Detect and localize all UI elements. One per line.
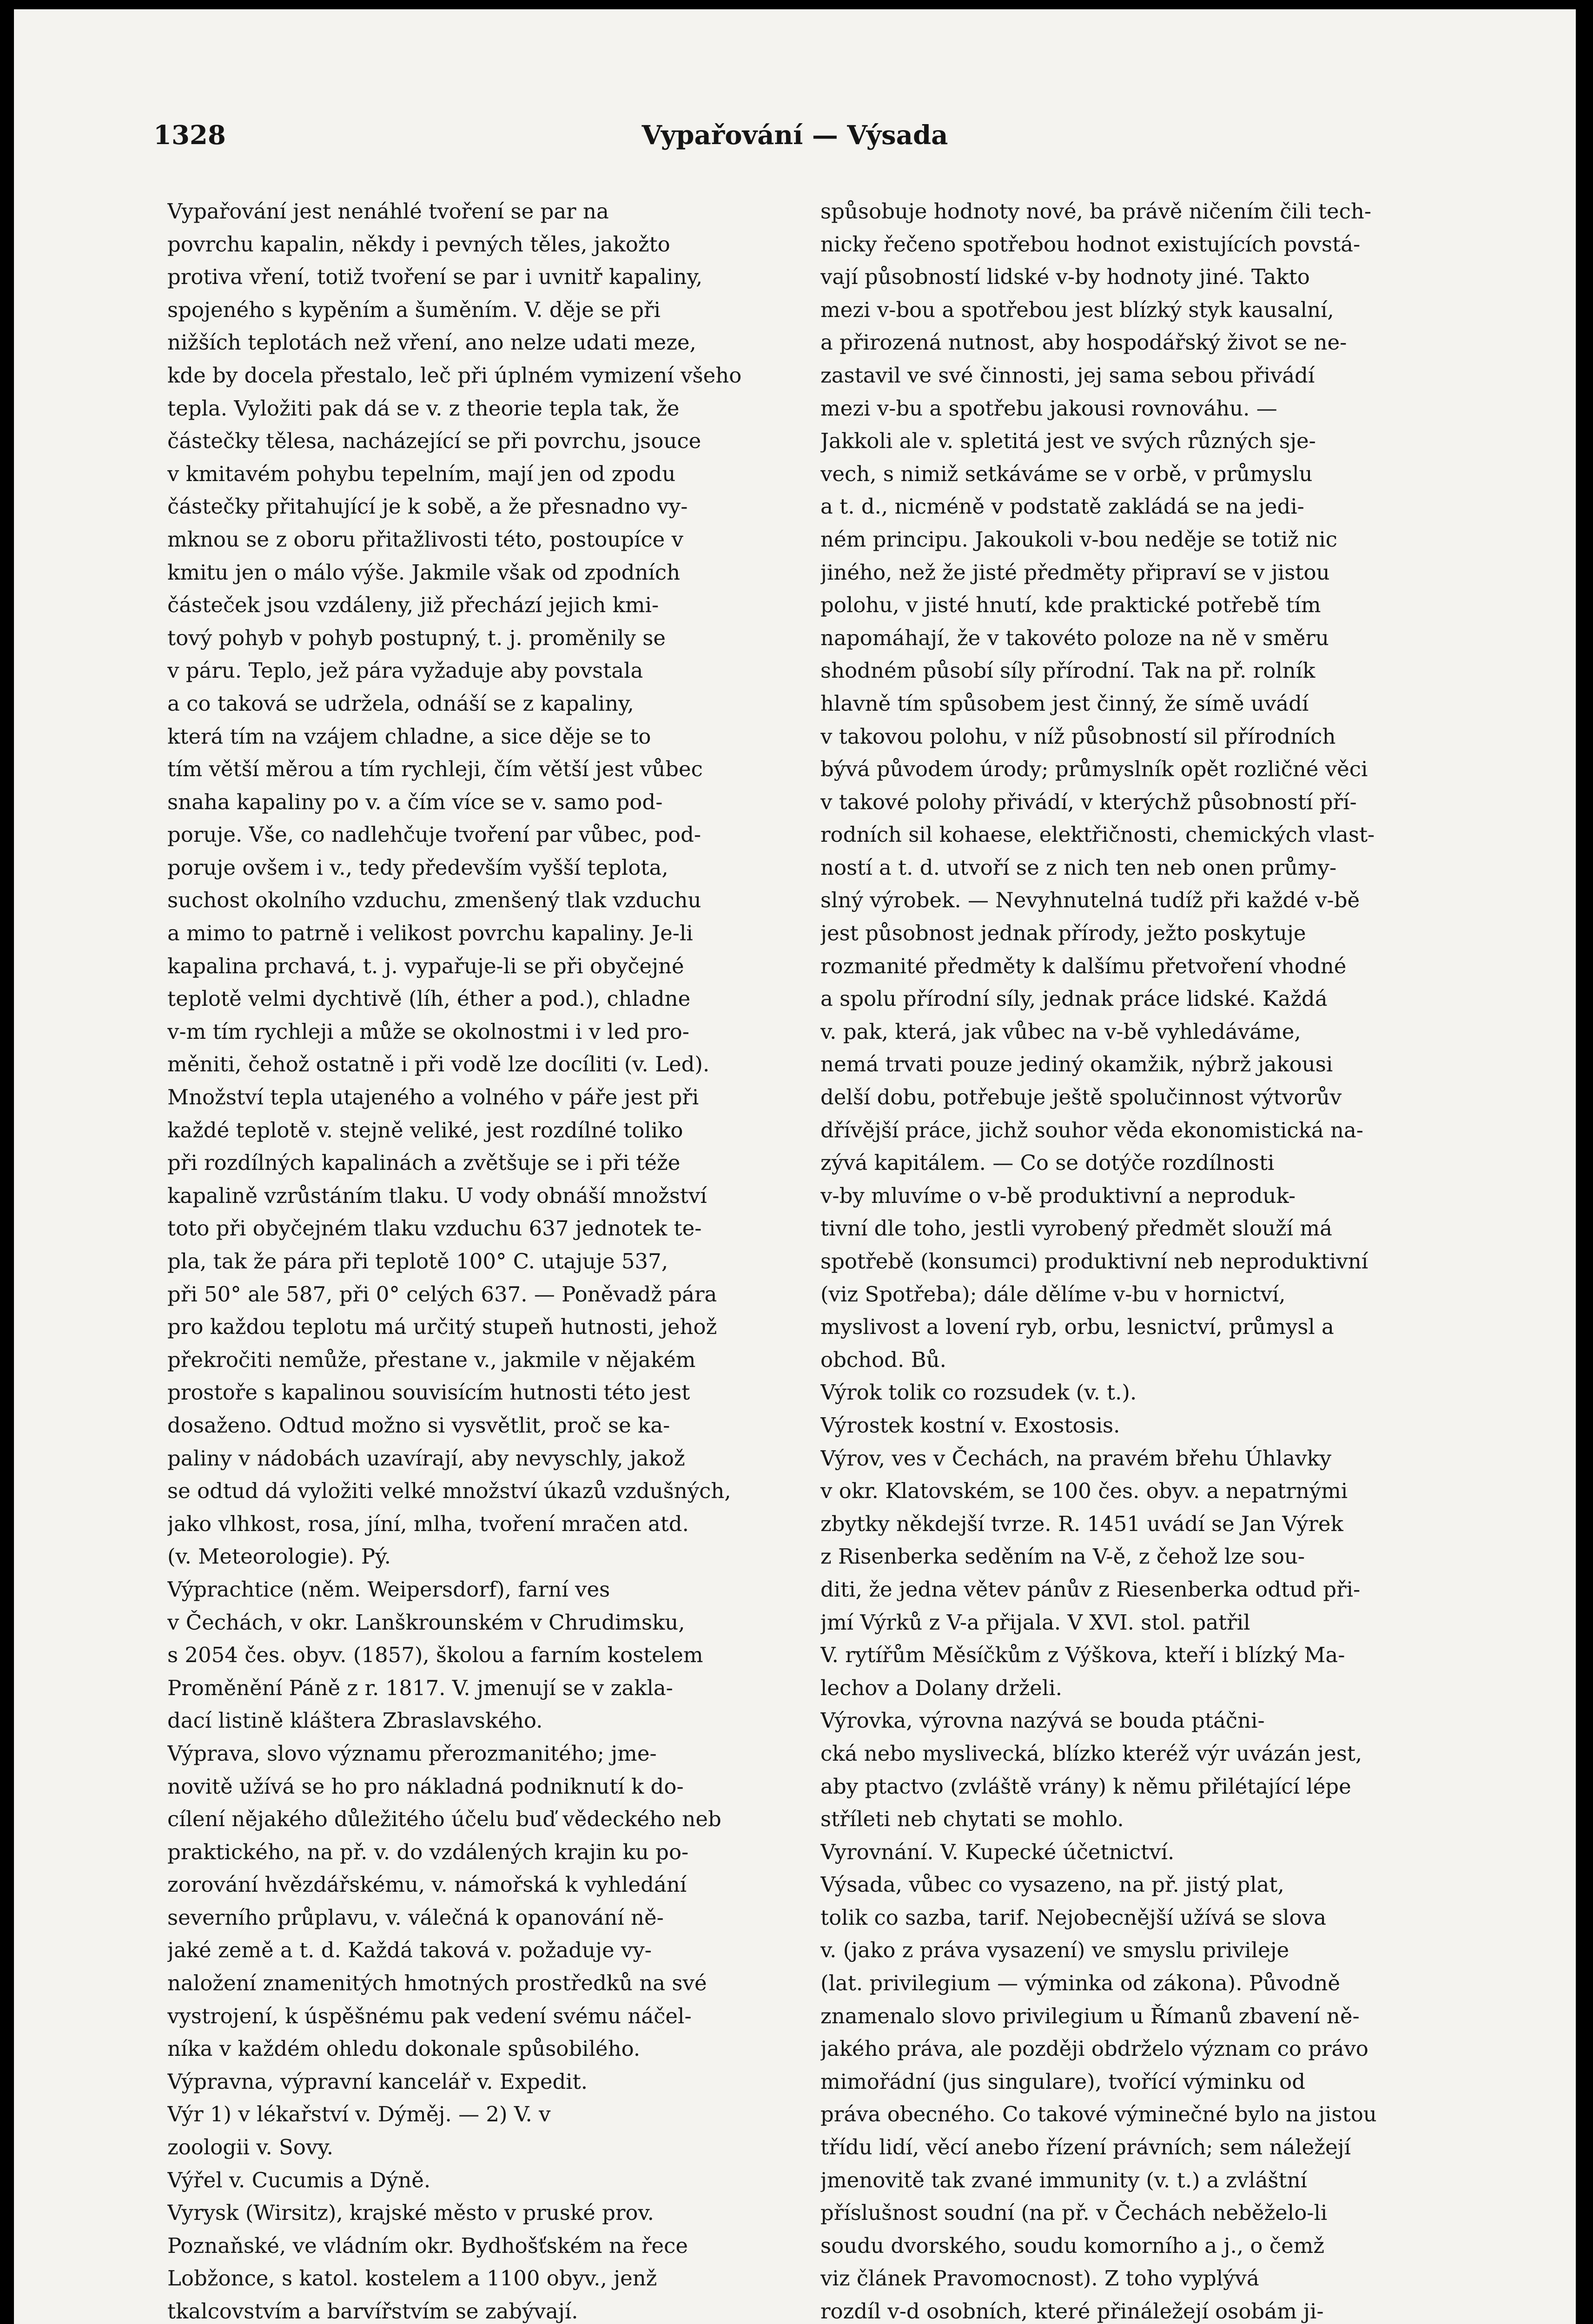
text-line: viz článek Pravomocnost). Z toho vyplývá bbox=[820, 2266, 1259, 2291]
text-line: Množství tepla utajeného a volného v páře jest při bbox=[167, 1085, 699, 1110]
text-line: a co taková se udržela, odnáší se z kapaliny, bbox=[167, 691, 634, 716]
text-line: mknou se z oboru přitažlivosti této, postoupíce v bbox=[167, 527, 684, 552]
text-line: myslivost a lovení ryb, orbu, lesnictví, průmysl a bbox=[820, 1314, 1334, 1340]
text-line: třídu lidí, věcí anebo řízení právních; sem náležejí bbox=[820, 2135, 1351, 2160]
text-line: pla, tak že pára při teplotě 100° C. utajuje 537, bbox=[167, 1249, 668, 1274]
text-line: Výrov, ves v Čechách, na pravém břehu Úhlavky bbox=[820, 1446, 1332, 1471]
text-line: nicky řečeno spotřebou hodnot existujících povstá- bbox=[820, 231, 1361, 257]
text-line: V. rytířům Měsíčkům z Výškova, kteří i blízký Ma- bbox=[820, 1643, 1345, 1668]
dictionary-page bbox=[14, 9, 1576, 2324]
text-line: při 50° ale 587, při 0° celých 637. — Poněvadž pára bbox=[167, 1281, 717, 1307]
text-line: severního průplavu, v. válečná k opanování ně- bbox=[167, 1905, 664, 1930]
text-line: tový pohyb v pohyb postupný, t. j. proměnily se bbox=[167, 625, 666, 650]
text-line: tivní dle toho, jestli vyrobený předmět slouží má bbox=[820, 1216, 1332, 1241]
text-line: Lobžonce, s katol. kostelem a 1100 obyv., jenž bbox=[167, 2266, 657, 2291]
text-line: jakého práva, ale později obdrželo význam co právo bbox=[820, 2036, 1368, 2061]
text-line: prostoře s kapalinou souvisícím hutnosti této jest bbox=[167, 1380, 690, 1405]
text-line: Jakkoli ale v. spletitá jest ve svých různých sje- bbox=[820, 429, 1316, 454]
text-line: pro každou teplotu má určitý stupeň hutnosti, jehož bbox=[167, 1314, 717, 1340]
text-line: rozmanité předměty k dalšímu přetvoření vhodné bbox=[820, 953, 1347, 978]
text-line: hlavně tím spůsobem jest činný, že símě uvádí bbox=[820, 691, 1309, 716]
text-line: snaha kapaliny po v. a čím více se v. samo pod- bbox=[167, 789, 663, 814]
text-line: soudu dvorského, soudu komorního a j., o čemž bbox=[820, 2233, 1325, 2258]
text-line: stříleti neb chytati se mohlo. bbox=[820, 1807, 1124, 1832]
text-line: protiva vření, totiž tvoření se par i uvnitř kapaliny, bbox=[167, 264, 703, 290]
text-line: dosaženo. Odtud možno si vysvětlit, proč se ka- bbox=[167, 1413, 670, 1438]
text-line: (v. Meteorologie). Pý. bbox=[167, 1544, 391, 1569]
text-line: tím větší měrou a tím rychleji, čím větší jest vůbec bbox=[167, 757, 703, 782]
text-line: jiného, než že jisté předměty připraví se v jistou bbox=[820, 560, 1330, 585]
text-line: nižších teplotách než vření, ano nelze udati meze, bbox=[167, 330, 696, 355]
text-line: tkalcovstvím a barvířstvím se zabývají. bbox=[167, 2299, 578, 2324]
text-line: Výrostek kostní v. Exostosis. bbox=[820, 1413, 1120, 1438]
text-line: vech, s nimiž setkáváme se v orbě, v průmyslu bbox=[820, 461, 1313, 486]
text-line: rodních sil kohaese, elektřičnosti, chemických vlast- bbox=[820, 822, 1375, 847]
text-line: praktického, na př. v. do vzdálených krajin ku po- bbox=[167, 1839, 689, 1864]
text-line: obchod. Bů. bbox=[820, 1347, 946, 1372]
text-line: jest působnost jednak přírody, ježto poskytuje bbox=[820, 921, 1306, 946]
text-line: zastavil ve své činnosti, jej sama sebou přivádí bbox=[820, 363, 1315, 388]
text-line: Vyrovnání. V. Kupecké účetnictví. bbox=[820, 1839, 1175, 1864]
text-line: poruje. Vše, co nadlehčuje tvoření par vůbec, pod- bbox=[167, 822, 701, 847]
text-line: jmenovitě tak zvané immunity (v. t.) a zvláštní bbox=[820, 2167, 1307, 2192]
text-line: v. (jako z práva vysazení) ve smyslu privileje bbox=[820, 1938, 1289, 1963]
text-line: a spolu přírodní síly, jednak práce lidské. Každá bbox=[820, 986, 1328, 1011]
page-number: 1328 bbox=[153, 120, 226, 151]
text-line: teplotě velmi dychtivě (líh, éther a pod.), chladne bbox=[167, 986, 691, 1011]
text-line: Poznaňské, ve vládním okr. Bydhošťském na řece bbox=[167, 2233, 688, 2258]
text-line: z Risenberka seděním na V-ě, z čehož lze sou- bbox=[820, 1544, 1305, 1569]
text-line: Výr 1) v lékařství v. Dýměj. — 2) V. v bbox=[167, 2102, 551, 2127]
text-line: Výpravna, výpravní kancelář v. Expedit. bbox=[167, 2069, 588, 2094]
text-line: částeček jsou vzdáleny, již přechází jejich kmi- bbox=[167, 593, 659, 618]
text-line: spotřebě (konsumci) produktivní neb neproduktivní bbox=[820, 1249, 1368, 1274]
left-column bbox=[167, 195, 927, 2324]
text-line: tepla. Vyložiti pak dá se v. z theorie tepla tak, že bbox=[167, 396, 680, 421]
text-line: tolik co sazba, tarif. Nejobecnější užívá se slova bbox=[820, 1905, 1327, 1930]
text-line: kmitu jen o málo výše. Jakmile však od zpodních bbox=[167, 560, 681, 585]
text-line: dřívější práce, jichž souhor věda ekonomistická na- bbox=[820, 1117, 1364, 1142]
text-line: v Čechách, v okr. Lanškrounském v Chrudimsku, bbox=[167, 1610, 685, 1635]
text-line: Výřel v. Cucumis a Dýně. bbox=[167, 2167, 431, 2192]
text-line: dací listině kláštera Zbraslavského. bbox=[167, 1708, 543, 1733]
text-line: Vyrysk (Wirsitz), krajské město v pruské prov. bbox=[167, 2200, 654, 2225]
text-line: Výprava, slovo významu přerozmanitého; jme- bbox=[167, 1741, 657, 1766]
text-line: kapalině vzrůstáním tlaku. U vody obnáší množství bbox=[167, 1183, 707, 1208]
text-line: kapalina prchavá, t. j. vypařuje-li se při obyčejné bbox=[167, 953, 684, 978]
text-line: v takovou polohu, v níž působností sil přírodních bbox=[820, 724, 1336, 749]
text-line: v kmitavém pohybu tepelním, mají jen od zpodu bbox=[167, 461, 676, 486]
text-line: níka v každém ohledu dokonale spůsobilého. bbox=[167, 2036, 641, 2061]
text-line: zorování hvězdářskému, v. námořská k vyhledání bbox=[167, 1872, 687, 1897]
text-line: zoologii v. Sovy. bbox=[167, 2135, 334, 2160]
text-line: s 2054 čes. obyv. (1857), školou a farním kostelem bbox=[167, 1643, 703, 1668]
text-line: jaké země a t. d. Každá taková v. požaduje vy- bbox=[167, 1938, 652, 1963]
text-line: shodném působí síly přírodní. Tak na př. rolník bbox=[820, 658, 1315, 683]
text-line: novitě užívá se ho pro nákladná podniknutí k do- bbox=[167, 1774, 684, 1799]
text-line: překročiti nemůže, přestane v., jakmile v nějakém bbox=[167, 1347, 696, 1372]
text-line: delší dobu, potřebuje ještě spolučinnost výtvorův bbox=[820, 1085, 1342, 1110]
text-line: cílení nějakého důležitého účelu buď vědeckého neb bbox=[167, 1807, 721, 1832]
text-line: v takové polohy přivádí, v kterýchž působností pří- bbox=[820, 789, 1357, 814]
text-line: spůsobuje hodnoty nové, ba právě ničením čili tech- bbox=[820, 199, 1372, 224]
text-line: částečky přitahující je k sobě, a že přesnadno vy- bbox=[167, 494, 688, 519]
text-line: diti, že jedna větev pánův z Riesenberka odtud při- bbox=[820, 1577, 1361, 1602]
text-line: nemá trvati pouze jediný okamžik, nýbrž jakousi bbox=[820, 1052, 1333, 1077]
text-line: lechov a Dolany drželi. bbox=[820, 1675, 1063, 1700]
text-line: a mimo to patrně i velikost povrchu kapaliny. Je-li bbox=[167, 921, 693, 946]
text-line: suchost okolního vzduchu, zmenšený tlak vzduchu bbox=[167, 888, 701, 913]
text-line: mezi v-bu a spotřebu jakousi rovnováhu. — bbox=[820, 396, 1277, 421]
text-line: (viz Spotřeba); dále dělíme v-bu v hornictví, bbox=[820, 1281, 1286, 1307]
text-line: spojeného s kypěním a šuměním. V. děje se při bbox=[167, 297, 661, 322]
text-line: Vypařování jest nenáhlé tvoření se par na bbox=[167, 199, 609, 224]
text-line: měniti, čehož ostatně i při vodě lze docíliti (v. Led). bbox=[167, 1052, 710, 1077]
text-line: bývá původem úrody; průmyslník opět rozličné věci bbox=[820, 757, 1368, 782]
text-line: při rozdílných kapalinách a zvětšuje se i při téže bbox=[167, 1150, 681, 1175]
running-header bbox=[14, 120, 1576, 162]
text-line: v okr. Klatovském, se 100 čes. obyv. a nepatrnými bbox=[820, 1479, 1348, 1504]
text-line: znamenalo slovo privilegium u Římanů zbavení ně- bbox=[820, 2003, 1360, 2028]
right-column bbox=[820, 195, 1583, 2324]
text-line: vají působností lidské v-by hodnoty jiné. Takto bbox=[820, 264, 1310, 290]
text-line: vystrojení, k úspěšnému pak vedení svému náčel- bbox=[167, 2003, 692, 2028]
text-line: příslušnost soudní (na př. v Čechách neběželo-li bbox=[820, 2200, 1328, 2225]
text-line: cká nebo myslivecká, blízko kteréž výr uvázán jest, bbox=[820, 1741, 1362, 1766]
text-line: částečky tělesa, nacházející se při povrchu, jsouce bbox=[167, 429, 701, 454]
text-line: každé teplotě v. stejně veliké, jest rozdílné toliko bbox=[167, 1117, 683, 1142]
text-line: mimořádní (jus singulare), tvořící výminku od bbox=[820, 2069, 1306, 2094]
text-line: polohu, v jisté hnutí, kde praktické potřebě tím bbox=[820, 593, 1321, 618]
text-line: Proměnění Páně z r. 1817. V. jmenují se v zakla- bbox=[167, 1675, 673, 1700]
text-line: v-by mluvíme o v-bě produktivní a neproduk- bbox=[820, 1183, 1296, 1208]
text-line: mezi v-bou a spotřebou jest blízký styk kausalní, bbox=[820, 297, 1334, 322]
text-line: zbytky někdejší tvrze. R. 1451 uvádí se Jan Výrek bbox=[820, 1511, 1343, 1536]
text-line: se odtud dá vyložiti velké množství úkazů vzdušných, bbox=[167, 1479, 731, 1504]
text-line: zývá kapitálem. — Co se dotýče rozdílnosti bbox=[820, 1150, 1275, 1175]
text-line: a přirozená nutnost, aby hospodářský život se ne- bbox=[820, 330, 1347, 355]
text-line: kde by docela přestalo, leč při úplném vymizení všeho bbox=[167, 363, 742, 388]
text-line: práva obecného. Co takové výminečné bylo na jistou bbox=[820, 2102, 1377, 2127]
text-line: napomáhají, že v takovéto poloze na ně v směru bbox=[820, 625, 1329, 650]
text-line: Výrovka, výrovna nazývá se bouda ptáčni- bbox=[820, 1708, 1265, 1733]
text-line: paliny v nádobách uzavírají, aby nevyschly, jakož bbox=[167, 1446, 685, 1471]
text-line: naložení znamenitých hmotných prostředků na své bbox=[167, 1971, 707, 1996]
text-line: toto při obyčejném tlaku vzduchu 637 jednotek te- bbox=[167, 1216, 702, 1241]
text-line: aby ptactvo (zvláště vrány) k němu přilétající lépe bbox=[820, 1774, 1351, 1799]
text-line: ném principu. Jakoukoli v-bou neděje se totiž nic bbox=[820, 527, 1337, 552]
text-line: Výsada, vůbec co vysazeno, na př. jistý plat, bbox=[820, 1872, 1284, 1897]
text-line: slný výrobek. — Nevyhnutelná tudíž při každé v-bě bbox=[820, 888, 1360, 913]
text-line: rozdíl v-d osobních, které přináležejí osobám ji- bbox=[820, 2299, 1324, 2324]
text-line: Výrok tolik co rozsudek (v. t.). bbox=[820, 1380, 1137, 1405]
text-line: jmí Výrků z V-a přijala. V XVI. stol. patřil bbox=[820, 1610, 1250, 1635]
text-line: (lat. privilegium — výminka od zákona). Původně bbox=[820, 1971, 1341, 1996]
text-line: jako vlhkost, rosa, jíní, mlha, tvoření mračen atd. bbox=[167, 1511, 689, 1536]
text-line: která tím na vzájem chladne, a sice děje se to bbox=[167, 724, 651, 749]
text-line: povrchu kapalin, někdy i pevných těles, jakožto bbox=[167, 231, 670, 257]
running-title: Vypařování — Výsada bbox=[641, 120, 948, 151]
text-line: ností a t. d. utvoří se z nich ten neb onen průmy- bbox=[820, 855, 1337, 880]
text-line: v-m tím rychleji a může se okolnostmi i v led pro- bbox=[167, 1019, 689, 1044]
text-line: Výprachtice (něm. Weipersdorf), farní ves bbox=[167, 1577, 610, 1602]
text-line: poruje ovšem i v., tedy především vyšší teplota, bbox=[167, 855, 668, 880]
text-line: a t. d., nicméně v podstatě zakládá se na jedi- bbox=[820, 494, 1304, 519]
text-line: v. pak, která, jak vůbec na v-bě vyhledáváme, bbox=[820, 1019, 1301, 1044]
text-line: v páru. Teplo, jež pára vyžaduje aby povstala bbox=[167, 658, 643, 683]
